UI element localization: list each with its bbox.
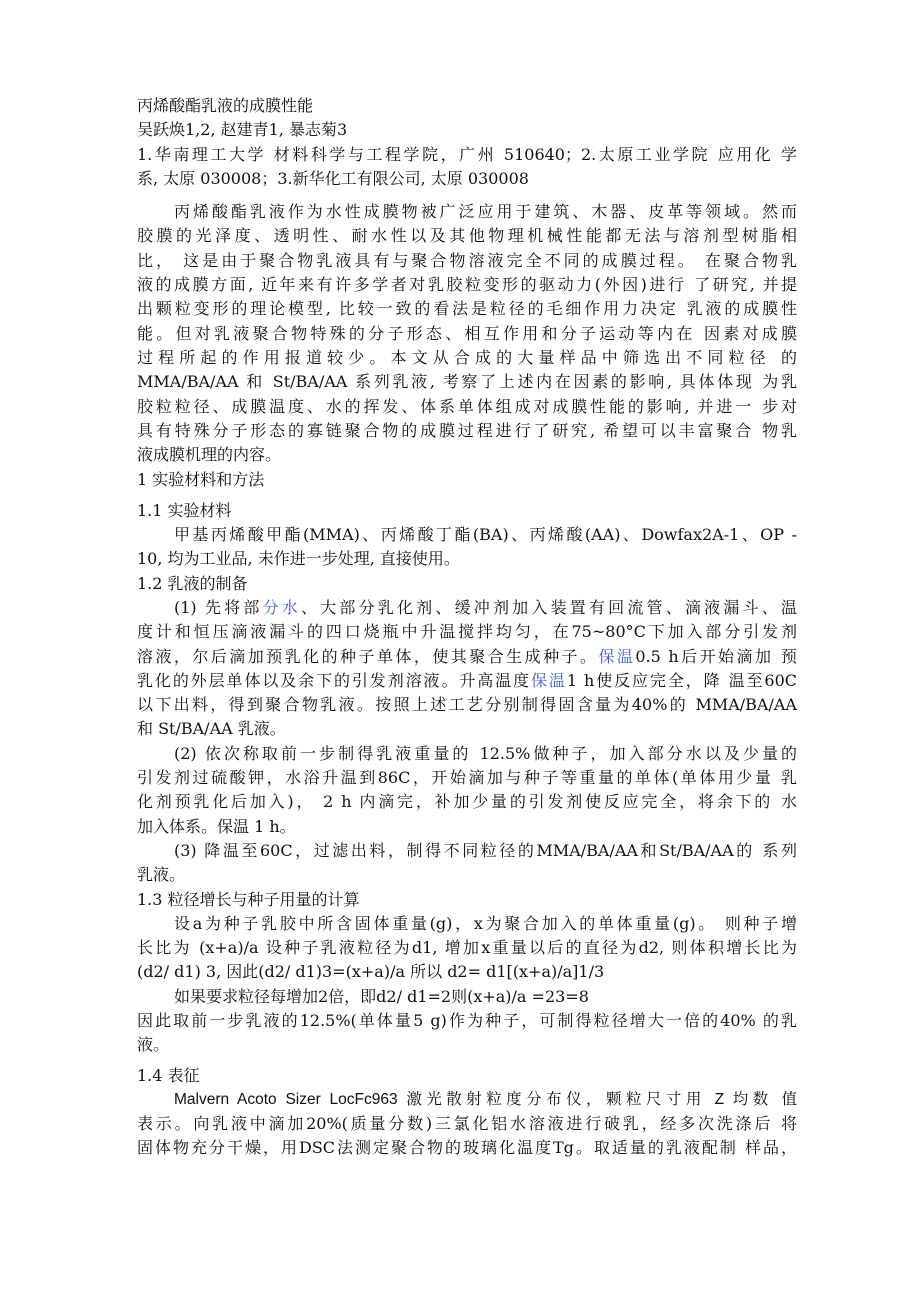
text-run: 1 h使反应完全，降 温至60C — [566, 670, 797, 690]
section-1-3-heading: 1.3 粒径增长与种子用量的计算 — [137, 889, 360, 909]
paper-title: 丙烯酸酯乳液的成膜性能 — [137, 96, 314, 115]
section-1-heading: 1 实验材料和方法 — [137, 470, 265, 490]
section-1-2-heading: 1.2 乳液的制备 — [137, 573, 248, 593]
author-list: 吴跃焕1,2, 赵建青1, 暴志菊3 — [137, 120, 348, 140]
intro-line: 胶粒粒径、成膜温度、水的挥发、体系单体组成对成膜性能的影响, 并进一 步对 — [137, 396, 797, 416]
characterization-line: 固体物充分干燥，用DSC法测定聚合物的玻璃化温度Tg。取适量的乳液配制 样品， — [137, 1138, 797, 1158]
materials-line: 甲基丙烯酸甲酯(MMA)、丙烯酸丁酯(BA)、丙烯酸(AA)、Dowfax2A-1、OP - — [174, 525, 797, 545]
calc-line: 如果要求粒径每增加2倍，即d2/ d1=2则(x+a)/a =23=8 — [174, 986, 589, 1006]
intro-line: 能。但对乳液聚合物特殊的分子形态、相互作用和分子运动等内在 因素对成膜 — [137, 323, 797, 343]
intro-line: 比， 这是由于聚合物乳液具有与聚合物溶液完全不同的成膜过程。 在聚合物乳 — [137, 250, 797, 270]
intro-line: 过程所起的作用报道较少。本文从合成的大量样品中筛选出不同粒径 的 — [137, 347, 797, 367]
prep-step-2-line: 化剂预乳化后加入)， 2 h 内滴完，补加少量的引发剂使反应完全，将余下的 水 — [137, 792, 797, 812]
section-1-1-heading: 1.1 实验材料 — [137, 500, 232, 520]
intro-line: 出颗粒变形的理论模型, 比较一致的看法是粒径的毛细作用力决定 乳液的成膜性 — [137, 299, 797, 319]
prep-step-3-line: (3) 降温至60C，过滤出料，制得不同粒径的MMA/BA/AA和St/BA/AA的 系列 — [174, 840, 797, 860]
link-bao-wen[interactable]: 保温 — [598, 646, 636, 666]
prep-step-1-line — [137, 596, 797, 620]
materials-line: 10, 均为工业品, 未作进一步处理, 直接使用。 — [137, 549, 460, 569]
characterization-line: 表示。向乳液中滴加20%(质量分数)三氯化铝水溶液进行破乳，经多次洗涤后 将 — [137, 1114, 797, 1134]
text-run: 、大部分乳化剂、缓冲剂加入装置有回流管、滴液漏斗、温 — [300, 597, 797, 617]
affiliation-line-2: 系, 太原 030008；3.新华化工有限公司, 太原 030008 — [137, 168, 529, 188]
prep-step-2-line: 加入体系。保温 1 h。 — [137, 816, 296, 836]
text-run: 0.5 h后开始滴加 预 — [635, 646, 797, 666]
text-run: 乳化的外层单体以及余下的引发剂溶液。升高温度 — [137, 670, 531, 690]
prep-step-1-line — [137, 669, 797, 693]
prep-step-1-line — [137, 645, 797, 669]
intro-paragraph — [137, 200, 797, 467]
link-bao-wen[interactable]: 保温 — [531, 670, 567, 690]
intro-line: 胶膜的光泽度、透明性、耐水性以及其他物理机械性能都无法与溶剂型树脂相 — [137, 226, 797, 246]
prep-step-3-line: 乳液。 — [137, 865, 186, 885]
calc-line: 设a为种子乳胶中所含固体重量(g)，x为聚合加入的单体重量(g)。 则种子增 — [174, 913, 797, 933]
calc-line: 长比为 (x+a)/a 设种子乳液粒径为d1, 增加x重量以后的直径为d2, 则体积增长比为 — [137, 938, 797, 958]
intro-line: 液成膜机理的内容。 — [137, 445, 282, 465]
affiliation-line-1: 1.华南理工大学 材料科学与工程学院，广州 510640；2.太原工业学院 应用化 学 — [137, 144, 797, 164]
prep-step-1-line: 度计和恒压滴液漏斗的四口烧瓶中升温搅拌均匀，在75~80°C下加入部分引发剂 — [137, 622, 797, 642]
intro-line: MMA/BA/AA 和 St/BA/AA 系列乳液, 考察了上述内在因素的影响, 具体体现 为乳 — [137, 372, 797, 392]
prep-step-1-line: 和 St/BA/AA 乳液。 — [137, 719, 286, 739]
characterization-line: Malvern Acoto Sizer LocFc963 激光散射粒度分布仪，颗粒尺寸用 Z 均数 值 — [174, 1090, 797, 1108]
intro-line: 液的成膜方面, 近年来有许多学者对乳胶粒变形的驱动力(外因)进行 了研究, 并提 — [137, 275, 797, 295]
text-run: (1) 先将部 — [174, 597, 263, 617]
document-page — [137, 94, 797, 1161]
prep-step-1-line: 以下出料，得到聚合物乳液。按照上述工艺分别制得固含量为40%的 MMA/BA/AA — [137, 695, 797, 715]
section-1-4-heading: 1.4 表征 — [137, 1065, 200, 1085]
calc-line: 液。 — [137, 1035, 170, 1055]
intro-line: 具有特殊分子形态的寡链聚合物的成膜过程进行了研究, 希望可以丰富聚合 物乳 — [137, 420, 797, 440]
calc-line: 因此取前一步乳液的12.5%(单体量5 g)作为种子，可制得粒径增大一倍的40% 的乳 — [137, 1010, 797, 1030]
prep-step-2-line: 引发剂过硫酸钾，水浴升温到86C，开始滴加与种子等重量的单体(单体用少量 乳 — [137, 768, 797, 788]
intro-line: 丙烯酸酯乳液作为水性成膜物被广泛应用于建筑、木器、皮革等领域。然而 — [174, 202, 797, 222]
link-fen-shui[interactable]: 分水 — [262, 597, 301, 617]
prep-step-2-line: (2) 依次称取前一步制得乳液重量的 12.5%做种子，加入部分水以及少量的 — [174, 743, 797, 763]
calc-line: (d2/ d1) 3, 因此(d2/ d1)3=(x+a)/a 所以 d2= d1[(x+a)/a]1/3 — [137, 962, 605, 982]
text-run: 溶液，尔后滴加预乳化的种子单体，使其聚合生成种子。 — [137, 646, 599, 666]
